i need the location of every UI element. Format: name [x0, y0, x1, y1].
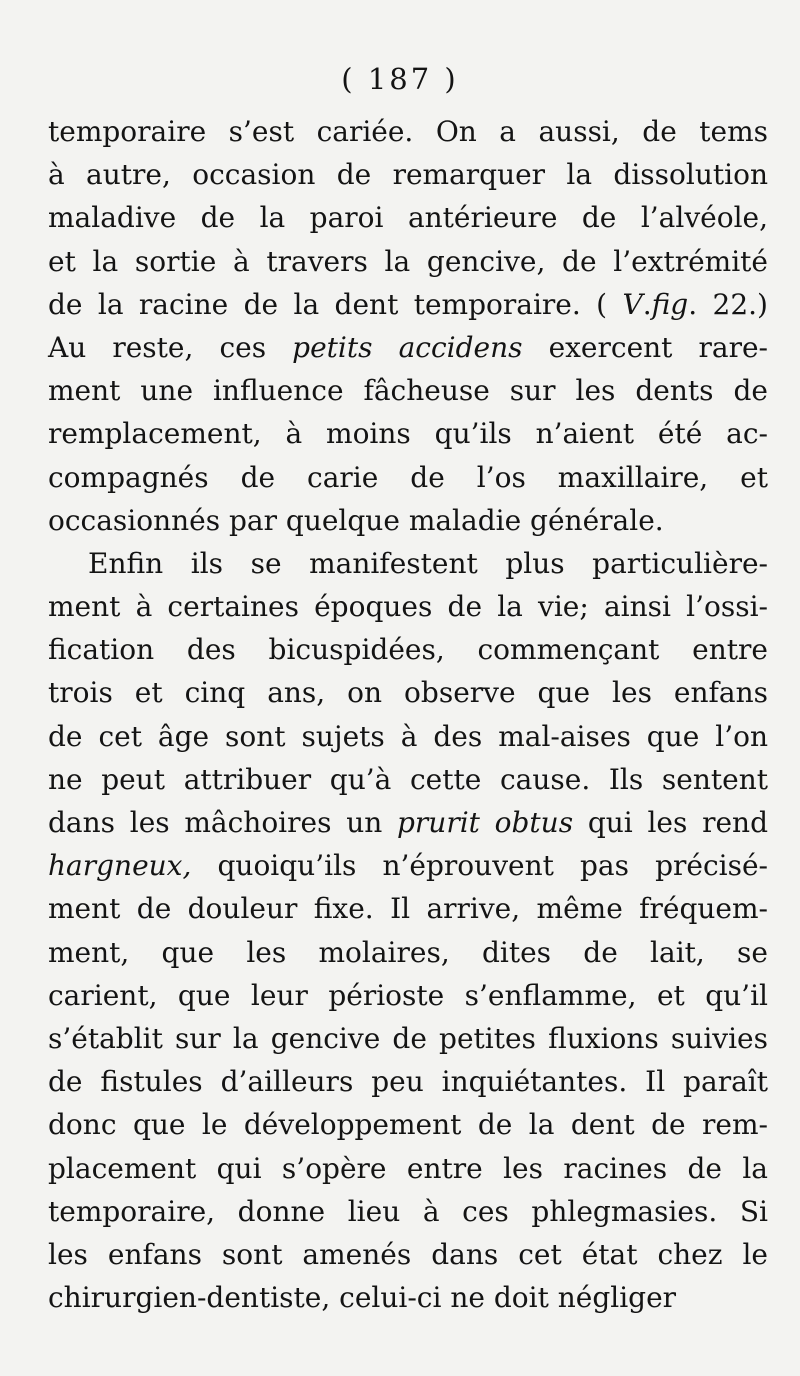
body-text	[48, 110, 768, 1319]
text-run: de la racine de la dent temporaire. (	[48, 287, 623, 321]
text-line	[48, 1060, 768, 1103]
text-line	[48, 1233, 768, 1276]
text-run: ment de douleur fixe. Il arrive, même fréquem-	[48, 892, 768, 926]
italic-text: prurit obtus	[396, 806, 574, 839]
text-run: placement qui s’opère entre les racines de la	[48, 1151, 768, 1185]
paragraph-1	[48, 110, 768, 542]
page-number: ( 187 )	[341, 62, 459, 96]
text-run: de cet âge sont sujets à des mal-aises que l’on	[48, 719, 768, 753]
text-line	[48, 283, 768, 326]
text-run: occasionnés par quelque maladie générale.	[48, 503, 664, 537]
text-run: qui les rend	[573, 806, 768, 839]
text-line	[48, 196, 768, 239]
text-line	[48, 412, 768, 455]
text-run: fication des bicuspidées, commençant entre	[48, 633, 768, 667]
text-run: Enfin ils se manifestent plus particulière-	[88, 546, 768, 580]
text-line	[48, 1276, 768, 1319]
text-run: s’établit sur la gencive de petites fluxions suivies	[48, 1021, 768, 1055]
text-run: quoiqu’ils n’éprouvent pas précisé-	[191, 849, 768, 883]
text-line	[48, 801, 768, 844]
text-line	[48, 1017, 768, 1060]
text-line	[48, 974, 768, 1017]
text-run: donc que le développement de la dent de rem-	[48, 1108, 768, 1142]
text-run: . 22.)	[688, 287, 768, 321]
text-run: les enfans sont amenés dans cet état chez le	[48, 1237, 768, 1271]
text-line	[48, 110, 768, 153]
text-run: dans les mâchoires un	[48, 806, 397, 839]
italic-text: hargneux,	[48, 849, 192, 883]
text-run: maladive de la paroi antérieure de l’alvéole,	[48, 201, 768, 235]
text-line	[48, 369, 768, 412]
text-run: carient, que leur périoste s’enflamme, et qu’il	[48, 978, 768, 1012]
text-line	[48, 456, 768, 499]
text-line	[48, 758, 768, 801]
text-run: de fistules d’ailleurs peu inquiétantes. Il paraît	[48, 1065, 768, 1099]
text-line	[48, 240, 768, 283]
text-run: ne peut attribuer qu’à cette cause. Ils sentent	[48, 762, 768, 796]
text-run: remplacement, à moins qu’ils n’aient été ac-	[48, 417, 768, 451]
text-line	[48, 628, 768, 671]
text-run: temporaire s’est cariée. On a aussi, de tems	[48, 115, 768, 148]
text-line	[48, 1147, 768, 1190]
text-line	[48, 887, 768, 930]
text-line	[48, 326, 768, 369]
text-run: .	[642, 287, 652, 321]
text-run: ment une influence fâcheuse sur les dents de	[48, 374, 768, 408]
text-line	[48, 1103, 768, 1146]
text-run: ment, que les molaires, dites de lait, se	[48, 935, 768, 969]
text-line	[48, 671, 768, 714]
text-run: exercent rare-	[522, 330, 768, 364]
text-line	[48, 499, 768, 542]
text-line	[48, 1190, 768, 1233]
text-line	[48, 844, 768, 887]
text-run: Au reste, ces	[48, 330, 293, 364]
text-line	[48, 715, 768, 758]
text-line	[48, 542, 768, 585]
italic-text: V	[622, 287, 643, 321]
italic-text: petits accidens	[292, 330, 523, 364]
text-run: temporaire, donne lieu à ces phlegmasies. Si	[48, 1194, 768, 1228]
text-run: compagnés de carie de l’os maxillaire, et	[48, 460, 768, 494]
text-line	[48, 585, 768, 628]
paragraph-2	[48, 542, 768, 1319]
text-run: et la sortie à travers la gencive, de l’extrémité	[48, 244, 768, 278]
text-run: trois et cinq ans, on observe que les enfans	[48, 676, 768, 710]
text-run: à autre, occasion de remarquer la dissolution	[48, 158, 768, 192]
text-run: chirurgien-dentiste, celui-ci ne doit négliger	[48, 1281, 677, 1315]
italic-text: fig	[651, 287, 689, 321]
text-line	[48, 931, 768, 974]
text-run: ment à certaines époques de la vie; ainsi l’ossi-	[48, 590, 768, 624]
text-line	[48, 153, 768, 196]
